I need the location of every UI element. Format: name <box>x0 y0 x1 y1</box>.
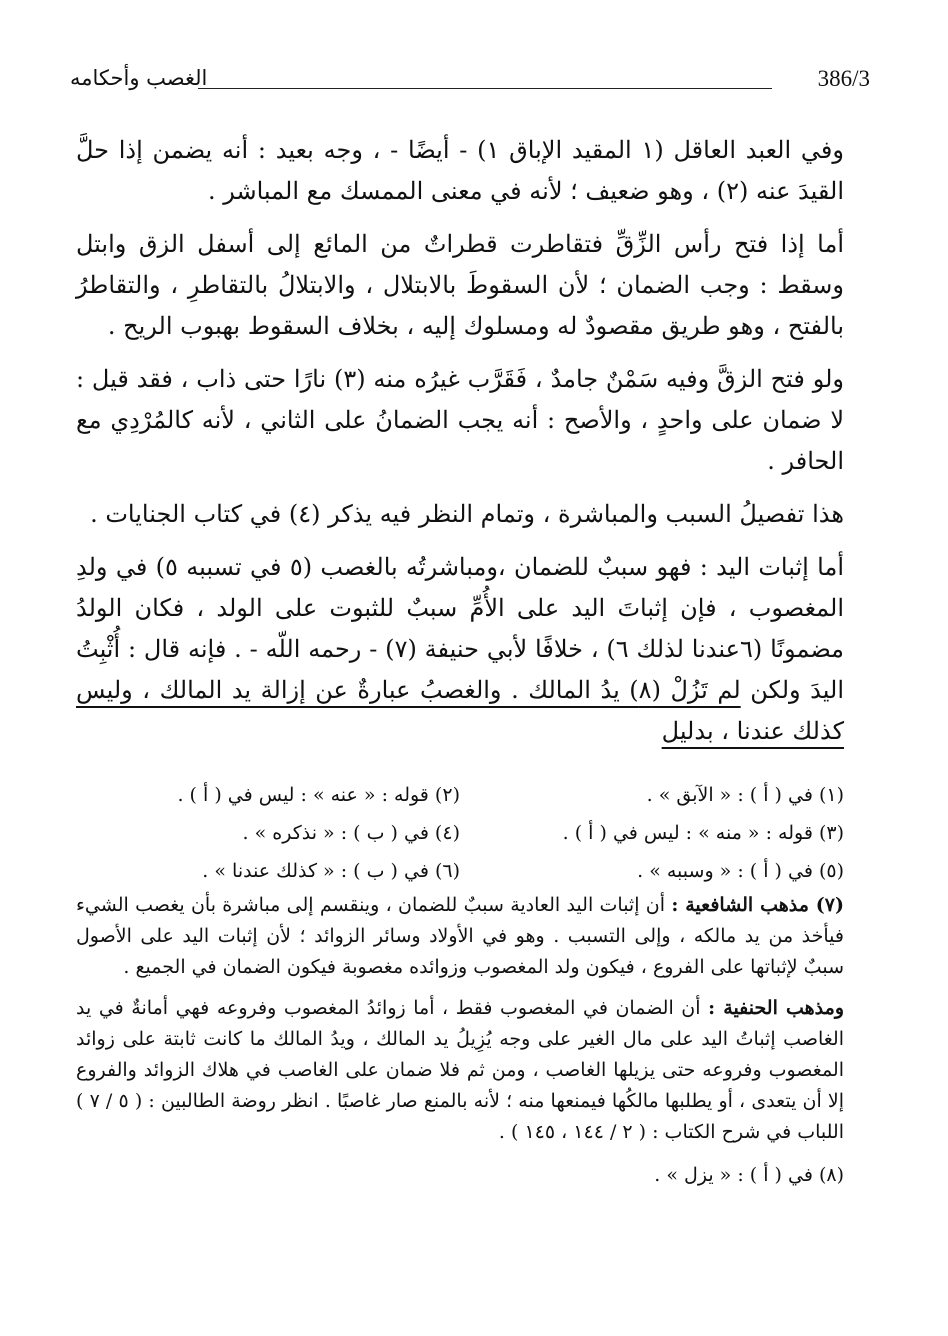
footnote-row <box>76 776 844 814</box>
footnote-row <box>76 814 844 852</box>
running-title: الغصب وأحكامه <box>70 66 208 90</box>
footnote-3: (٣) قوله : « منه » : ليس في ( أ ) . <box>562 822 844 844</box>
footnote-7-text: أن إثبات اليد العادية سببٌ للضمان ، وينقسم إلى مباشرة بأن يغصب الشيء فيأخذ من يد مالكه ، وإلى التسبب . وهو في الأولاد وسائر الزوائد ؛ لأن إثبات اليد على الأصول سببٌ لإثباتها على الفروع ، فيكون ولد المغصوب وزوائده مغصوبة فيكون الضمان في الجميع . <box>76 894 844 978</box>
header-rule <box>198 88 772 89</box>
paragraph-4: هذا تفصيلُ السبب والمباشرة ، وتمام النظر فيه يذكر (٤) في كتاب الجنايات . <box>90 500 844 528</box>
paragraph-2: أما إذا فتح رأس الزِّقِّ فتقاطرت قطراتٌ من المائع إلى أسفل الزق وابتل وسقط : وجب الضمان ؛ لأن السقوطَ بالابتلال ، والابتلالُ بالتقاطرِ ، والتقاطرُ بالفتح ، وهو طريق مقصودٌ له ومسلوك إليه ، بخلاف السقوط بهبوب الريح . <box>76 230 844 340</box>
footnote-5: (٥) في ( أ ) : « وسببه » . <box>637 860 844 882</box>
paragraph-5 <box>76 547 844 752</box>
paragraph-1: وفي العبد العاقل (١ المقيد الإباق ١) - أيضًا - ، وجه بعيد : أنه يضمن إذا حلَّ القيدَ عنه (٢) ، وهو ضعيف ؛ لأنه في معنى الممسك مع المباشر . <box>76 136 844 205</box>
main-text <box>76 130 844 752</box>
footnote-2: (٢) قوله : « عنه » : ليس في ( أ ) . <box>177 784 460 806</box>
footnote-7 <box>76 890 844 983</box>
footnote-7-hanafi <box>76 993 844 1148</box>
page-number: 386/3 <box>817 66 870 91</box>
page-header <box>70 66 870 106</box>
footnotes <box>76 776 844 1192</box>
footnote-6: (٦) في ( ب ) : « كذلك عندنا » . <box>202 860 460 882</box>
footnote-7-label: (٧) مذهب الشافعية : <box>671 894 844 916</box>
footnote-8: (٨) في ( أ ) : « يزل » . <box>654 1164 844 1186</box>
footnote-7-hanafi-label: ومذهب الحنفية : <box>708 997 844 1019</box>
underlined-line: لم تَزُلْ (٨) يدُ المالك . والغصبُ عبارةٌ عن إزالة يد المالك ، وليس كذلك عندنا ، بدليل <box>76 676 844 745</box>
footnote-4: (٤) في ( ب ) : « نذكره » . <box>242 822 460 844</box>
footnote-1: (١) في ( أ ) : « الآبق » . <box>646 784 844 806</box>
footnote-row <box>76 852 844 890</box>
paragraph-3: ولو فتح الزقَّ وفيه سَمْنٌ جامدٌ ، فَقَرَّب غيرُه منه (٣) نارًا حتى ذاب ، فقد قيل : لا ضمان على واحدٍ ، والأصح : أنه يجب الضمانُ على الثاني ، لأنه كالمُرْدِي مع الحافر . <box>76 365 845 475</box>
footnote-7-hanafi-text: أن الضمان في المغصوب فقط ، أما زوائدُ المغصوب وفروعه فهي أمانةٌ في يد الغاصب إثباتُ اليد على مال الغير على وجه يُزِيلُ يد المالك ، ويدُ المالك ما كانت ثابتة على زوائد المغصوب وفروعه حتى يزيلها الغاصب ، ومن ثم فلا ضمان على الغاصب في هلاك الزوائد والفروع إلا أن يتعدى ، أو يطلبها مالكُها فيمنعها منه ؛ لأنه بالمنع صار غاصبًا . انظر روضة الطالبين : ( ٥ / ٧ ) اللباب في شرح الكتاب : ( ٢ / ١٤٤ ، ١٤٥ ) . <box>76 997 845 1143</box>
paragraph-5-text: أما إثبات اليد : فهو سببٌ للضمان ،ومباشرتُه بالغصب (٥ في تسببه ٥) في ولدِ المغصوب ، فإن إثباتَ اليد على الأُمِّ سببٌ للثبوت على الولد ، فكان الولدُ مضمونًا (٦عندنا لذلك ٦) ، خلافًا لأبي حنيفة (٧) - رحمه اللّه - . فإنه قال : أُثْبِتُ اليدَ ولكن <box>76 553 844 704</box>
